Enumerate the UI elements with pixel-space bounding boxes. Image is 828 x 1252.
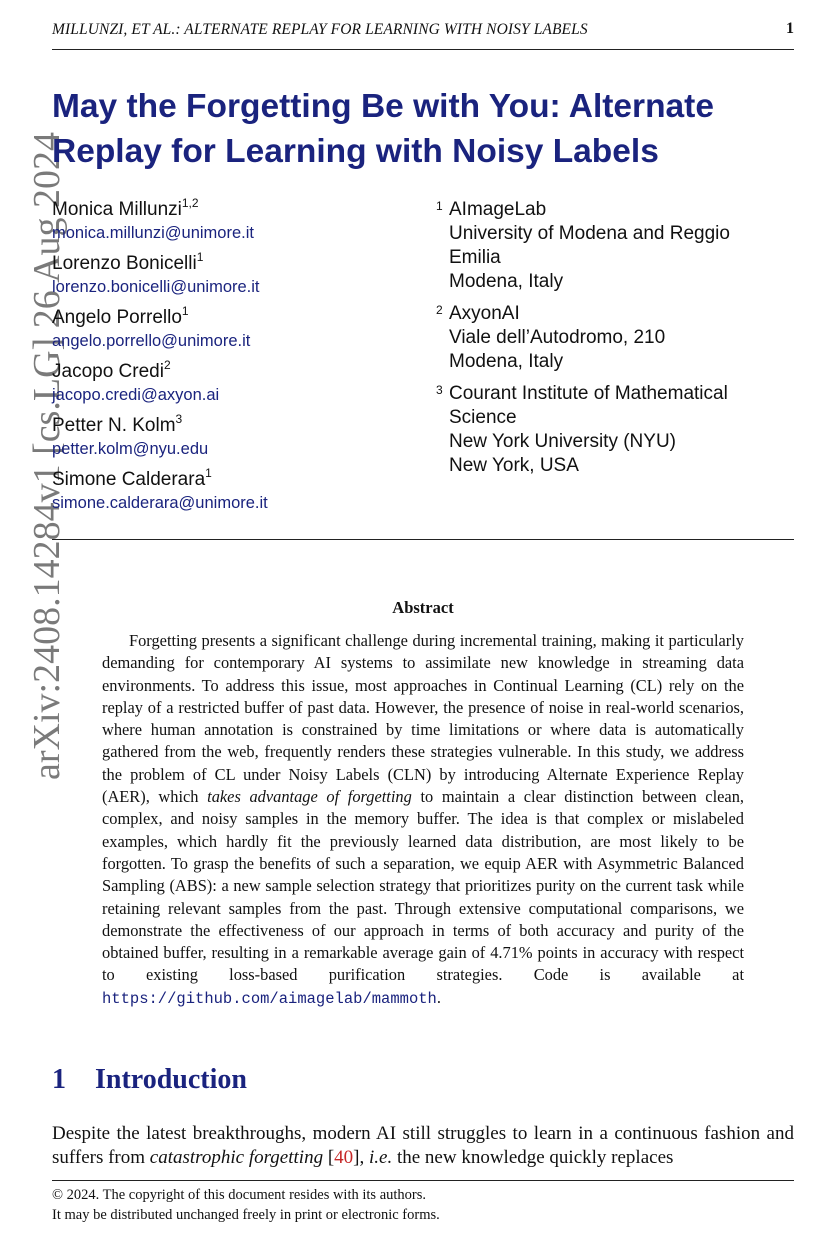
abstract-period: . [436, 987, 441, 1007]
section-divider [52, 539, 794, 540]
author [52, 303, 268, 360]
affiliation-number: 3 [436, 383, 443, 397]
paper-title [52, 84, 792, 174]
affiliation-line: Viale dell’Autodromo, 210 [449, 327, 666, 348]
section-title: Introduction [95, 1064, 247, 1095]
author [52, 195, 268, 252]
affiliation-line: Modena, Italy [449, 271, 564, 292]
affiliation-line: Emilia [449, 247, 501, 268]
author-name: Jacopo Credi [52, 361, 164, 382]
author-name: Lorenzo Bonicelli [52, 253, 197, 274]
author-email[interactable]: lorenzo.bonicelli@unimore.it [52, 278, 260, 296]
author-name: Angelo Porrello [52, 307, 182, 328]
section-number: 1 [52, 1064, 66, 1095]
author-email[interactable]: petter.kolm@nyu.edu [52, 440, 209, 458]
author [52, 465, 268, 522]
affiliation-marker: 2 [163, 357, 171, 372]
footer-divider [52, 1180, 794, 1181]
affiliation-number: 2 [436, 303, 443, 317]
abstract-emphasis: takes advantage of forgetting [207, 787, 412, 807]
intro-text: Despite the latest breakthroughs, modern AI still struggles to learn in a continuous fashion and suffers from [52, 1123, 794, 1168]
author-email[interactable]: simone.calderara@unimore.it [52, 494, 268, 512]
footer-line: © 2024. The copyright of this document resides with its authors. [52, 1187, 427, 1203]
abstract-text: Forgetting presents a significant challenge during incremental training, making it particularly demanding for contemporary AI systems to assimilate new knowledge in streaming data environments. To address this issue, most approaches in Continual Learning (CL) rely on the replay of a restricted buffer of past data. However, the presence of noise in real-world scenarios, where human annotation is constrained by time limitations or where data is automatically gathered from the web, frequently renders these strategies vulnerable. In this study, we address the problem of CL under Noisy Labels (CLN) by introducing Alternate Experience Replay (AER), which [102, 631, 744, 807]
author-name: Monica Millunzi [52, 199, 182, 220]
author-name: Petter N. Kolm [52, 415, 176, 436]
affiliation-line: University of Modena and Reggio [449, 223, 730, 244]
abstract-heading: Abstract [392, 598, 454, 617]
affiliation-number: 1 [436, 199, 443, 213]
page-number: 1 [786, 20, 794, 37]
title-line: May the Forgetting Be with You: Alternate [52, 88, 714, 125]
affiliation-marker: 1,2 [181, 195, 199, 210]
arxiv-stamp[interactable]: arXiv:2408.14284v1 [cs.LG] 26 Aug 2024 [26, 131, 68, 780]
affiliation-line: AxyonAI [449, 303, 520, 324]
code-link[interactable]: https://github.com/aimagelab/mammoth [102, 989, 437, 1008]
footer-line: It may be distributed unchanged freely in print or electronic forms. [52, 1207, 440, 1223]
section-heading [52, 1064, 247, 1096]
copyright-footer [52, 1185, 440, 1225]
affiliation-line: AImageLab [449, 199, 547, 220]
abstract-text: to maintain a clear distinction between clean, complex, and noisy samples in the memory buffer. The idea is that complex or mislabeled examples, which hardly fit the previously learned data distribution, are most likely to be forgotten. To grasp the benefits of such a separation, we equip AER with Asymmetric Balanced Sampling (ABS): a new sample selection strategy that prioritizes purity on the current task while retaining relevant samples from the past. Through extensive computational comparisons, we demonstrate the effectiveness of our approach in terms of both accuracy and purity of the obtained buffer, resulting in a remarkable average gain of 4.71% points in accuracy with respect to existing loss-based purification strategies. Code is available at [102, 787, 744, 985]
title-line: Replay for Learning with Noisy Labels [52, 133, 659, 170]
author [52, 411, 268, 468]
intro-emphasis: catastrophic forgetting [149, 1147, 324, 1168]
intro-paragraph: Despite the latest breakthroughs, modern AI still struggles to learn in a continuous fashion and suffers from catastrophic forgetting [40], i.e. the new knowledge quickly replaces [52, 1123, 794, 1168]
author-email[interactable]: angelo.porrello@unimore.it [52, 332, 251, 350]
affiliation-line: Courant Institute of Mathematical [449, 383, 728, 404]
affiliation [436, 198, 730, 302]
affiliation-marker: 1 [196, 249, 204, 264]
affiliation-block [436, 198, 730, 478]
affiliation [436, 302, 730, 382]
author [52, 357, 268, 414]
citation-link[interactable]: 40 [334, 1147, 354, 1168]
intro-emphasis: i.e. [368, 1147, 393, 1168]
author-name: Simone Calderara [52, 469, 206, 490]
affiliation-line: Science [449, 407, 517, 428]
header-divider [52, 49, 794, 50]
abstract-body [102, 630, 744, 1010]
affiliation-marker: 3 [175, 411, 183, 426]
intro-text: the new knowledge quickly replaces [396, 1147, 674, 1168]
affiliation-line: New York, USA [449, 455, 579, 476]
affiliation-marker: 1 [181, 303, 189, 318]
affiliation-line: New York University (NYU) [449, 431, 676, 452]
author-list [52, 195, 268, 522]
running-header: MILLUNZI, ET AL.: ALTERNATE REPLAY FOR LEARNING WITH NOISY LABELS [52, 21, 588, 38]
affiliation [436, 382, 730, 478]
author [52, 249, 268, 306]
author-email[interactable]: jacopo.credi@axyon.ai [52, 386, 220, 404]
affiliation-marker: 1 [205, 465, 212, 480]
author-email[interactable]: monica.millunzi@unimore.it [52, 224, 254, 242]
affiliation-line: Modena, Italy [449, 351, 564, 372]
